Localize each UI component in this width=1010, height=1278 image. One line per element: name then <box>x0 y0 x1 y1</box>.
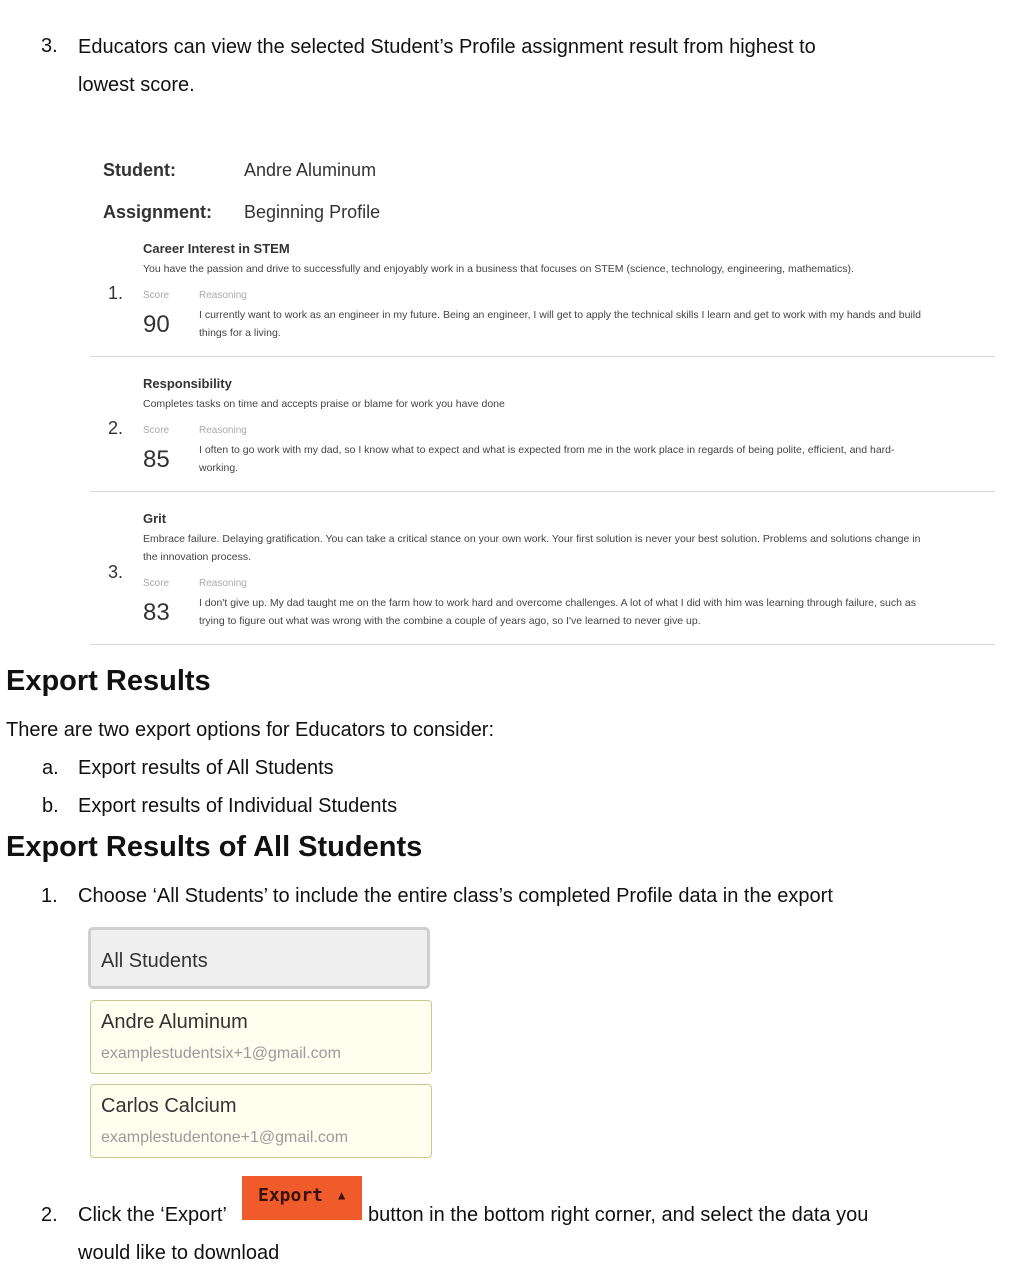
student-value: Andre Aluminum <box>244 160 377 180</box>
student-option-andre[interactable] <box>90 1000 432 1074</box>
reasoning-line-1: I don't give up. My dad taught me on the farm how to work hard and overcome challenges. A lot of what I did with him was learning through failure, such as <box>199 597 916 609</box>
step-3-line-1: Educators can view the selected Student’s Profile assignment result from highest to <box>78 36 816 58</box>
student-name: Carlos Calcium <box>101 1095 237 1117</box>
item-description-line-2: the innovation process. <box>143 551 251 563</box>
reasoning-line-2: working. <box>199 462 239 474</box>
item-title: Responsibility <box>143 376 232 391</box>
student-name: Andre Aluminum <box>101 1011 248 1033</box>
reasoning-line-2: trying to figure out what was wrong with the combine a couple of years ago, so I've learned to never give up. <box>199 615 701 627</box>
option-a-marker: a. <box>42 757 59 779</box>
item-number: 1. <box>108 283 124 303</box>
assignment-label: Assignment: <box>103 202 213 222</box>
item-number: 2. <box>108 418 124 438</box>
step-2-text-before: Click the ‘Export’ <box>78 1204 227 1226</box>
reasoning-line-1: I currently want to work as an engineer in my future. Being an engineer, I will get to apply the technical skills I learn and get to work with my hands and build <box>199 309 921 321</box>
student-label: Student: <box>103 160 176 180</box>
item-divider <box>90 356 995 357</box>
reasoning-label: Reasoning <box>199 425 247 436</box>
item-description-line-1: Embrace failure. Delaying gratification. You can take a critical stance on your own work. Your first solution is never your best solution. Problems and solutions change in <box>143 533 921 545</box>
item-description: Completes tasks on time and accepts praise or blame for work you have done <box>143 398 505 410</box>
assignment-value: Beginning Profile <box>244 202 381 222</box>
export-intro: There are two export options for Educators to consider: <box>6 719 495 741</box>
item-divider <box>90 491 995 492</box>
score-value: 85 <box>143 446 170 473</box>
score-label: Score <box>143 425 170 436</box>
option-a-text: Export results of All Students <box>78 757 334 779</box>
export-all-heading: Export Results of All Students <box>6 831 423 863</box>
option-b-marker: b. <box>42 795 59 817</box>
item-description: You have the passion and drive to successfully and enjoyably work in a business that focuses on STEM (science, technology, engineering, mathematics). <box>143 263 854 275</box>
step-2-line-2: would like to download <box>78 1242 280 1264</box>
item-divider <box>90 644 995 645</box>
item-title: Career Interest in STEM <box>143 241 290 256</box>
score-value: 90 <box>143 311 170 338</box>
reasoning-line-2: things for a living. <box>199 327 281 339</box>
score-label: Score <box>143 290 170 301</box>
score-value: 83 <box>143 599 170 626</box>
step-1-text: Choose ‘All Students’ to include the entire class’s completed Profile data in the export <box>78 885 833 907</box>
item-number: 3. <box>108 562 124 582</box>
export-button[interactable] <box>242 1176 362 1220</box>
reasoning-label: Reasoning <box>199 578 247 589</box>
reasoning-label: Reasoning <box>199 290 247 301</box>
student-email: examplestudentone+1@gmail.com <box>101 1129 349 1146</box>
option-b-text: Export results of Individual Students <box>78 795 398 817</box>
step-1-number: 1. <box>41 885 58 907</box>
step-3-line-2: lowest score. <box>78 74 195 96</box>
reasoning-line-1: I often to go work with my dad, so I know what to expect and what is expected from me in the work place in regards of being polite, efficient, and hard- <box>199 444 895 456</box>
export-button-label: Export <box>258 1185 324 1206</box>
export-results-heading: Export Results <box>6 665 211 697</box>
all-students-option[interactable] <box>88 927 430 989</box>
item-title: Grit <box>143 511 167 526</box>
student-option-carlos[interactable] <box>90 1084 432 1158</box>
all-students-label: All Students <box>101 950 208 972</box>
step-2-number: 2. <box>41 1204 58 1226</box>
step-3-number: 3. <box>41 35 58 57</box>
score-label: Score <box>143 578 170 589</box>
caret-up-icon: ▲ <box>338 1188 346 1202</box>
student-email: examplestudentsix+1@gmail.com <box>101 1045 341 1062</box>
step-2-text-after: button in the bottom right corner, and select the data you <box>368 1204 869 1226</box>
